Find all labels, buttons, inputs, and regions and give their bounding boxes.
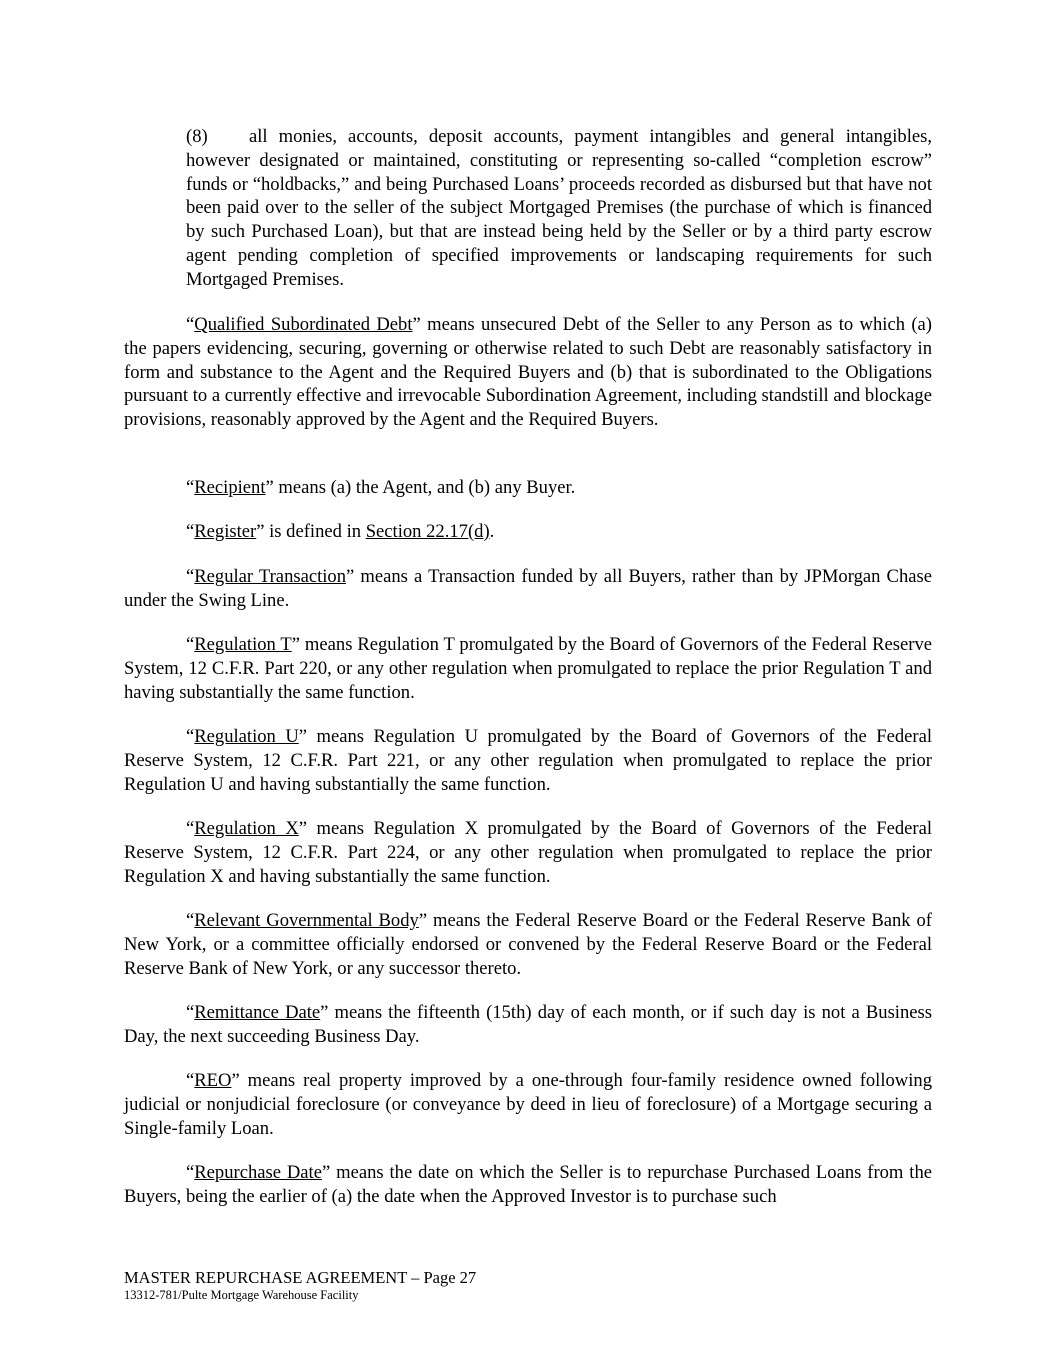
definition-text: ” means Regulation U promulgated by the Board of Governors of the Federal Reserve System, 12 C.F.R. Part 221, or any other regulation when promulgated to replace the prior Regulation U and having substantially the same function. [124,726,933,795]
definition-text: ” is defined in [256,521,366,542]
definition-regulation-u: “Regulation U” means Regulation U promulgated by the Board of Governors of the Federal Reserve System, 12 C.F.R. Part 221, or any other regulation when promulgated to replace the prior Regulation U and having substantially the same function. [124,726,933,795]
definition-repurchase-date: “Repurchase Date” means the date on which the Seller is to repurchase Purchased Loans from the Buyers, being the earlier of (a) the date when the Approved Investor is to purchase such [124,1162,932,1207]
defined-term: Regular Transaction [194,566,347,587]
defined-term: REO [194,1070,232,1091]
definition-text: ” means (a) the Agent, and (b) any Buyer. [265,477,576,498]
definition-regulation-x: “Regulation X” means Regulation X promulgated by the Board of Governors of the Federal Reserve System, 12 C.F.R. Part 224, or any other regulation when promulgated to replace the prior Regulation X and having substantially the same function. [124,818,933,887]
definition-text: ” means unsecured Debt of the Seller to any Person as to which (a) the papers evidencing, securing, governing or otherwise related to such Debt are reasonably satisfactory in form and substance to the Agent and the Required Buyers and (b) that is subordinated to the Obligations pursuant to a currently effective and irrevocable Subordination Agreement, including standstill and blockage provisions, reasonably approved by the Agent and the Required Buyers. [124,314,932,431]
defined-term: Remittance Date [194,1002,321,1023]
definition-remittance-date: “Remittance Date” means the fifteenth (15th) day of each month, or if such day is not a Business Day, the next succeeding Business Day. [124,1002,932,1047]
definition-regulation-t: “Regulation T” means Regulation T promulgated by the Board of Governors of the Federal Reserve System, 12 C.F.R. Part 220, or any other regulation when promulgated to replace the prior Regulation T and having substantially the same function. [124,634,932,703]
definition-regular-transaction: “Regular Transaction” means a Transaction funded by all Buyers, rather than by JPMorgan Chase under the Swing Line. [124,566,932,611]
clause-item-8 [186,125,932,292]
definition-recipient: “Recipient” means (a) the Agent, and (b) any Buyer. [186,477,576,498]
footer-title: MASTER REPURCHASE AGREEMENT – Page 27 [124,1268,477,1287]
section-reference-link[interactable]: Section 22.17(d) [365,521,490,542]
clause-text: all monies, accounts, deposit accounts, payment intangibles and general intangibles, however designated or maintained, constituting or representing so-called “completion escrow” funds or “holdbacks,” and being Purchased Loans’ proceeds recorded as disbursed but that have not been paid over to the seller of the subject Mortgaged Premises (the purchase of which is financed by such Purchased Loan), but that are instead being held by the Seller or by a third party escrow agent pending completion of specified improvements or landscaping requirements for such Mortgaged Premises. [186,126,932,290]
definition-register: “Register” is defined in Section 22.17(d). [186,521,495,542]
page-footer [124,1268,476,1303]
definition-reo: “REO” means real property improved by a one-through four-family residence owned following judicial or nonjudicial foreclosure (or conveyance by deed in lieu of foreclosure) of a Mortgage securing a Single-family Loan. [124,1070,932,1139]
defined-term: Register [194,521,257,542]
definition-qualified-subordinated-debt: “Qualified Subordinated Debt” means unsecured Debt of the Seller to any Person as to which (a) the papers evidencing, securing, governing or otherwise related to such Debt are reasonably satisfactory in form and substance to the Agent and the Required Buyers and (b) that is subordinated to the Obligations pursuant to a currently effective and irrevocable Subordination Agreement, including standstill and blockage provisions, reasonably approved by the Agent and the Required Buyers. [124,314,932,431]
defined-term: Regulation T [194,634,292,655]
definition-text: ” means Regulation T promulgated by the Board of Governors of the Federal Reserve System, 12 C.F.R. Part 220, or any other regulation when promulgated to replace the prior Regulation T and having substantially the same function. [124,634,932,703]
definition-text: ” means real property improved by a one-through four-family residence owned following judicial or nonjudicial foreclosure (or conveyance by deed in lieu of foreclosure) of a Mortgage securing a Single-family Loan. [124,1070,932,1139]
definition-relevant-governmental-body: “Relevant Governmental Body” means the Federal Reserve Board or the Federal Reserve Bank of New York, or a committee officially endorsed or convened by the Federal Reserve Board or the Federal Reserve Bank of New York, or any successor thereto. [124,910,932,979]
defined-term: Regulation U [194,726,299,747]
definition-text: ” means Regulation X promulgated by the Board of Governors of the Federal Reserve System, 12 C.F.R. Part 224, or any other regulation when promulgated to replace the prior Regulation X and having substantially the same function. [124,818,933,887]
definition-tail: . [489,521,495,542]
definition-text: ” means the fifteenth (15th) day of each month, or if such day is not a Business Day, the next succeeding Business Day. [124,1002,932,1047]
footer-doc-id: 13312-781/Pulte Mortgage Warehouse Facility [124,1288,359,1302]
definition-text: ” means the Federal Reserve Board or the Federal Reserve Bank of New York, or a committee officially endorsed or convened by the Federal Reserve Board or the Federal Reserve Bank of New York, or any successor thereto. [124,910,932,979]
clause-number: (8) [186,126,208,147]
defined-term: Qualified Subordinated Debt [194,314,413,335]
defined-term: Relevant Governmental Body [194,910,419,931]
defined-term: Regulation X [194,818,299,839]
defined-term: Repurchase Date [194,1162,322,1183]
definition-text: ” means a Transaction funded by all Buyers, rather than by JPMorgan Chase under the Swing Line. [124,566,932,611]
definition-text: ” means the date on which the Seller is to repurchase Purchased Loans from the Buyers, being the earlier of (a) the date when the Approved Investor is to purchase such [124,1162,932,1207]
defined-term: Recipient [194,477,266,498]
